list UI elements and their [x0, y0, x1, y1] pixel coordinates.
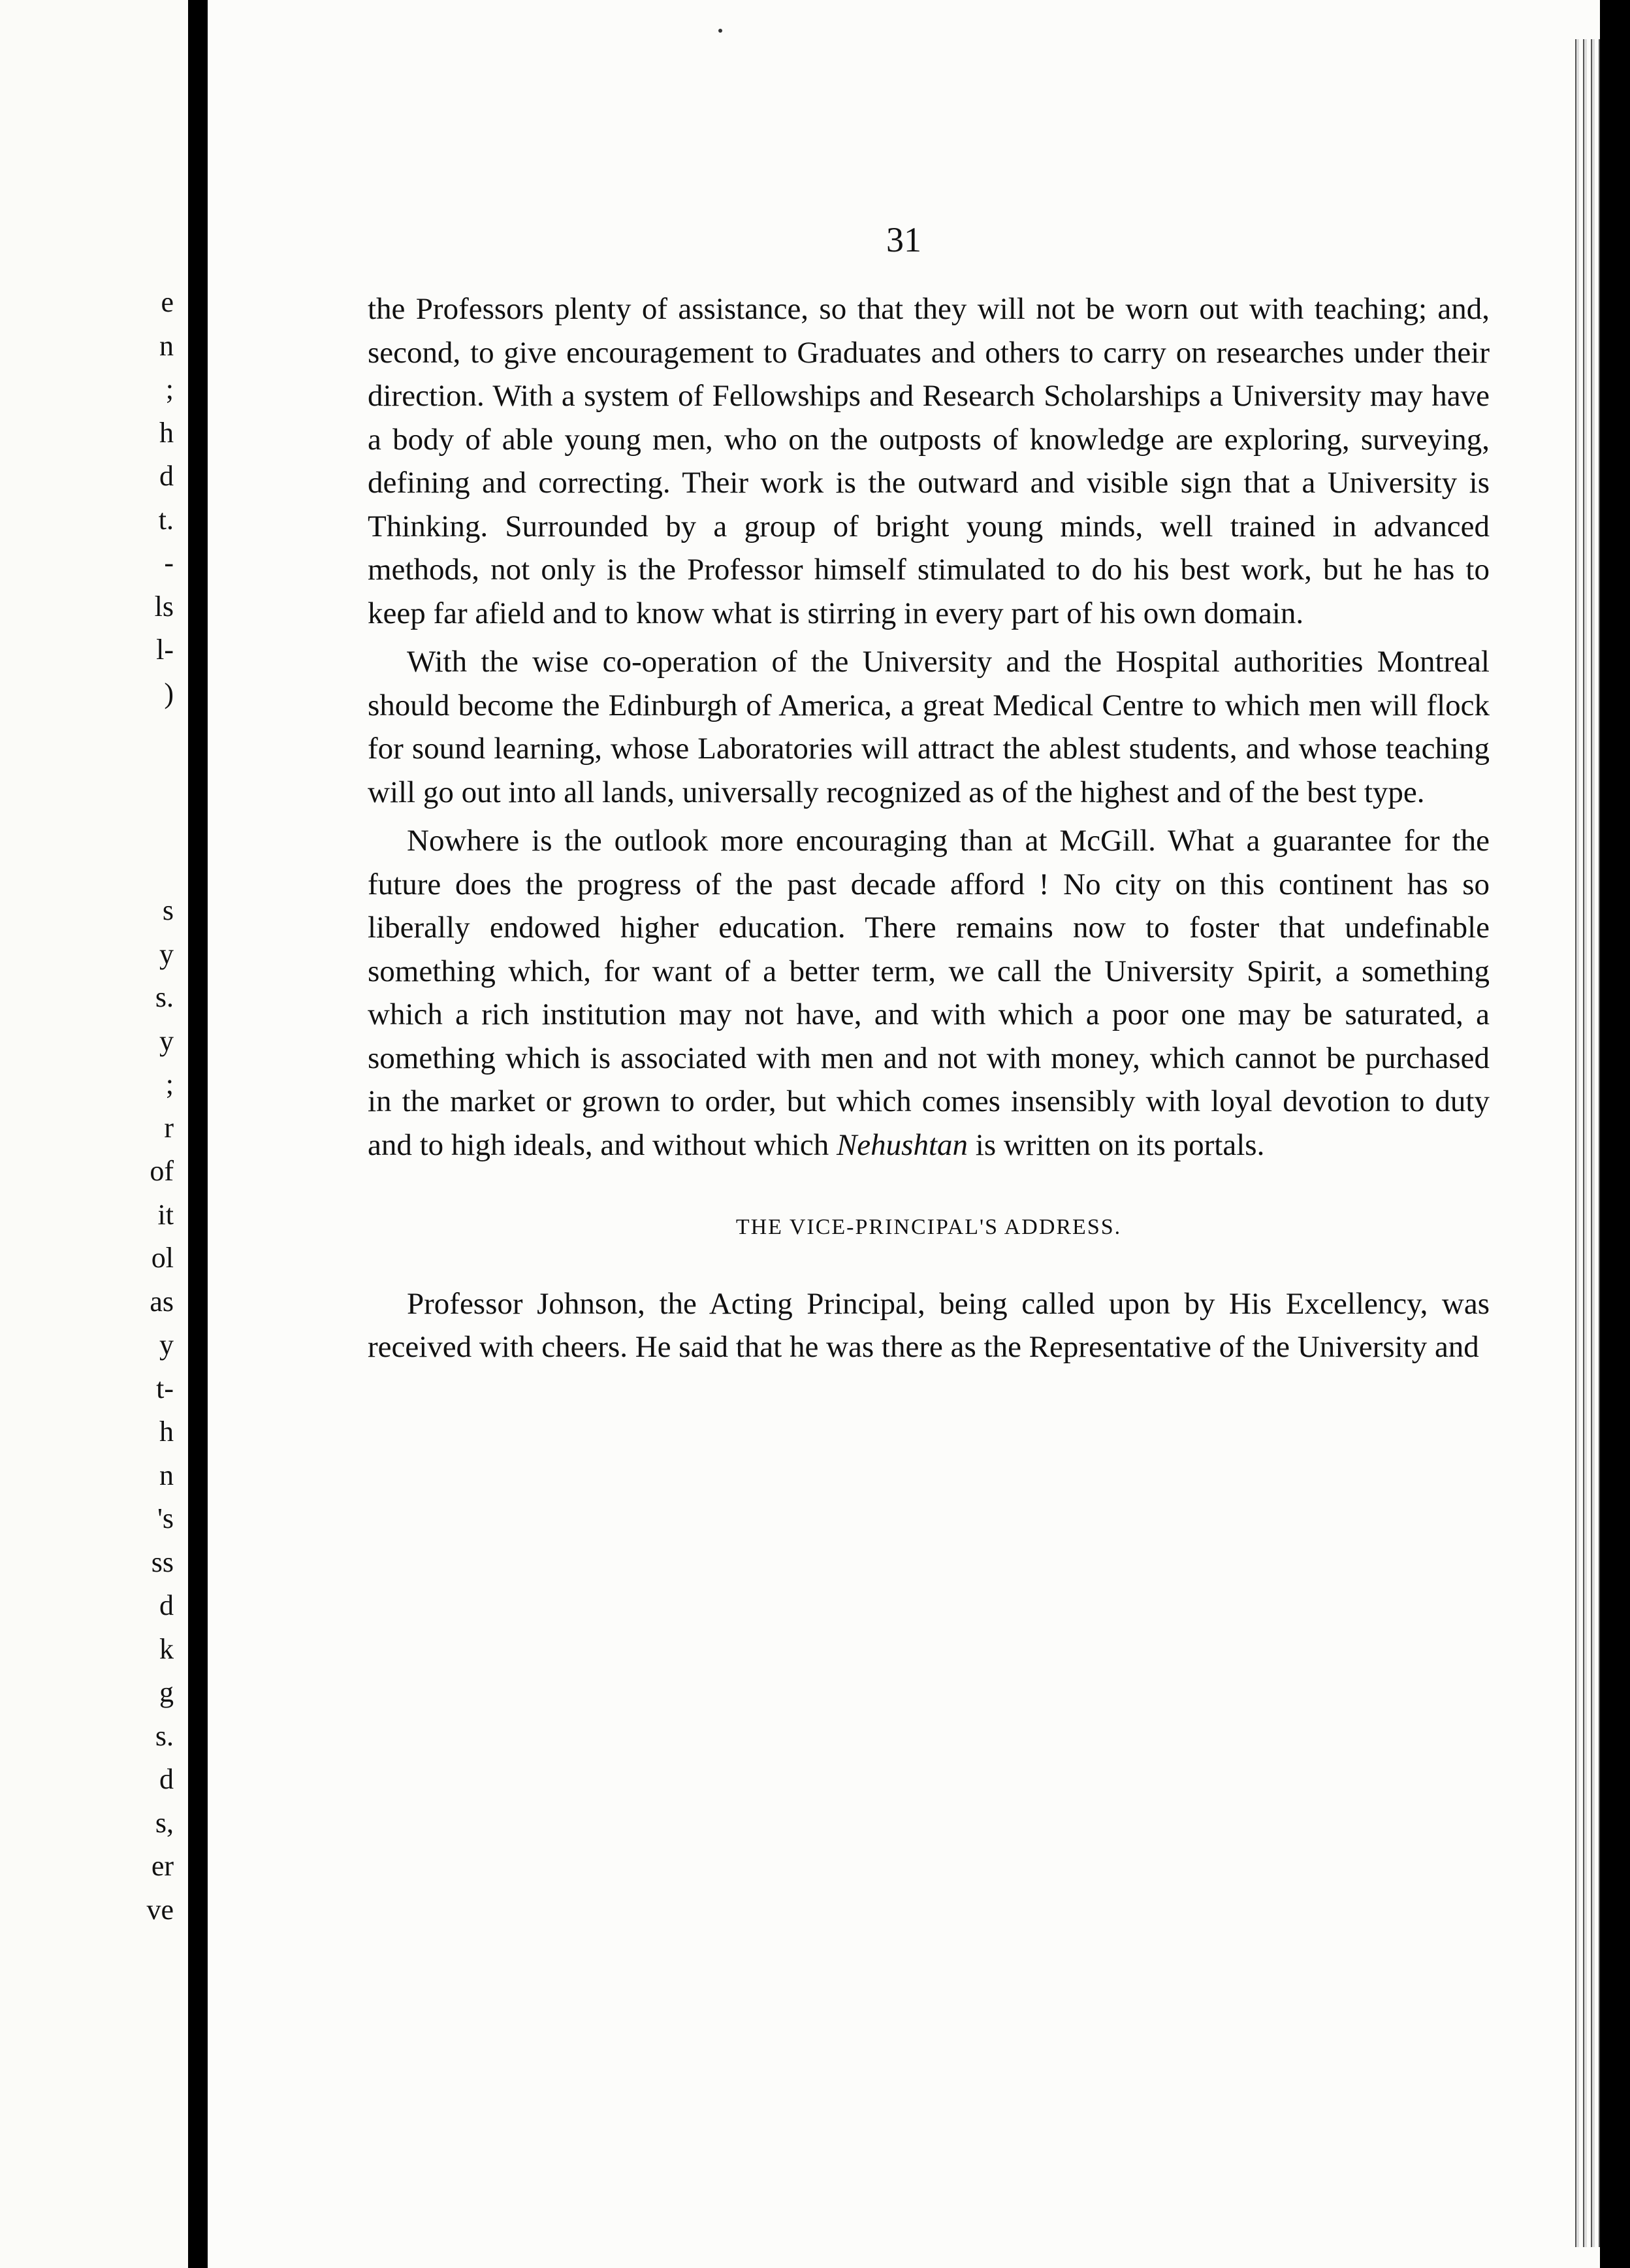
facing-page-fragment: - — [164, 547, 174, 579]
facing-page-fragment: ; — [165, 1068, 174, 1100]
paragraph-hospital: With the wise co-operation of the University and the Hospital authorities Montreal should become the Edinburgh of America, a great Medical Centre to which men will flock for sound learning, whose Laboratories will attract the ablest students, and whose teaching will go out into all lands, universally recognized as of the highest and of the best type. — [368, 645, 1490, 809]
facing-page-fragment: ; — [165, 373, 174, 405]
facing-page-fragment: d — [159, 1763, 174, 1795]
facing-page-fragment: ls — [154, 590, 174, 623]
page-number: 31 — [886, 220, 921, 259]
paragraph-final: Professor Johnson, the Acting Principal, being called upon by His Excellency, was received with cheers. He said that he was there as the Representative of the University and — [368, 1286, 1490, 1364]
italic-term: Nehushtan — [836, 1127, 968, 1162]
page — [208, 0, 1600, 2268]
facing-page-fragment: of — [150, 1155, 174, 1187]
facing-page-fragment: y — [159, 1024, 174, 1057]
facing-page-line-fragments — [146, 281, 174, 1932]
facing-page-fragment: ol — [151, 1242, 174, 1274]
facing-page-fragment: y — [159, 1329, 174, 1361]
facing-page-fragment: s — [162, 894, 174, 926]
facing-page-fragment: g — [159, 1676, 174, 1708]
facing-page-fragment: ) — [164, 677, 174, 709]
facing-page-fragment — [146, 715, 174, 889]
page-edge-stack — [1571, 39, 1600, 2247]
speck — [718, 29, 722, 33]
facing-page-fragment: t- — [156, 1372, 174, 1404]
facing-page-fragment: n — [159, 1459, 174, 1491]
facing-page-fragment: e — [161, 286, 174, 318]
facing-page-fragment: s, — [155, 1806, 174, 1839]
facing-page-fragment: y — [159, 937, 174, 970]
facing-page-fragment: h — [159, 416, 174, 449]
facing-page-fragment: 's — [157, 1502, 174, 1534]
paragraph-mcgill-end: is written on its portals. — [968, 1127, 1265, 1162]
facing-page-fragment: n — [159, 329, 174, 362]
facing-page-fragment: d — [159, 460, 174, 492]
facing-page-strip — [0, 0, 188, 2268]
paragraph-mcgill-text: Nowhere is the outlook more encouraging than at McGill. What a guarantee for the future does the progress of the past decade afford ! No city on this continent has so liberally endowed higher education. There remains now to foster that undefinable something which, for want of a better term, we call the University Spirit, a something which a rich institution may not have, and with which a poor one may be saturated, a something which is associated with men and not with money, which cannot be purchased in the market or grown to order, but which comes insensibly with loyal devotion to duty and to high ideals, and without which — [368, 824, 1490, 1162]
facing-page-fragment: s. — [155, 981, 174, 1013]
facing-page-fragment: r — [164, 1111, 174, 1144]
facing-page-fragment: ss — [151, 1546, 174, 1578]
body-text — [368, 287, 1490, 1369]
section-heading: THE VICE-PRINCIPAL'S ADDRESS. — [735, 1215, 1122, 1239]
facing-page-fragment: er — [151, 1850, 174, 1882]
facing-page-fragment: ve — [146, 1893, 174, 1926]
paragraph-mcgill — [368, 819, 1490, 1167]
facing-page-fragment: as — [150, 1285, 174, 1318]
facing-page-fragment: d — [159, 1589, 174, 1621]
facing-page-fragment: s. — [155, 1719, 174, 1752]
facing-page-fragment: l- — [156, 634, 174, 666]
paragraph-continued: the Professors plenty of assistance, so that they will not be worn out with teaching; and, second, to give encouragement to Graduates and others to carry on researches under their direction. With a system of Fellowships and Research Scholarships a University may have a body of able young men, who on the outposts of knowledge are exploring, surveying, defining and correcting. Their work is the outward and visible sign that a University is Thinking. Surrounded by a group of bright young minds, well trained in advanced methods, not only is the Professor himself stimulated to do his best work, but he has to keep far afield and to know what is stirring in every part of his own domain. — [368, 292, 1490, 630]
facing-page-fragment: k — [159, 1632, 174, 1665]
facing-page-fragment: t. — [158, 503, 174, 536]
facing-page-fragment: h — [159, 1416, 174, 1448]
facing-page-fragment: it — [157, 1198, 174, 1231]
